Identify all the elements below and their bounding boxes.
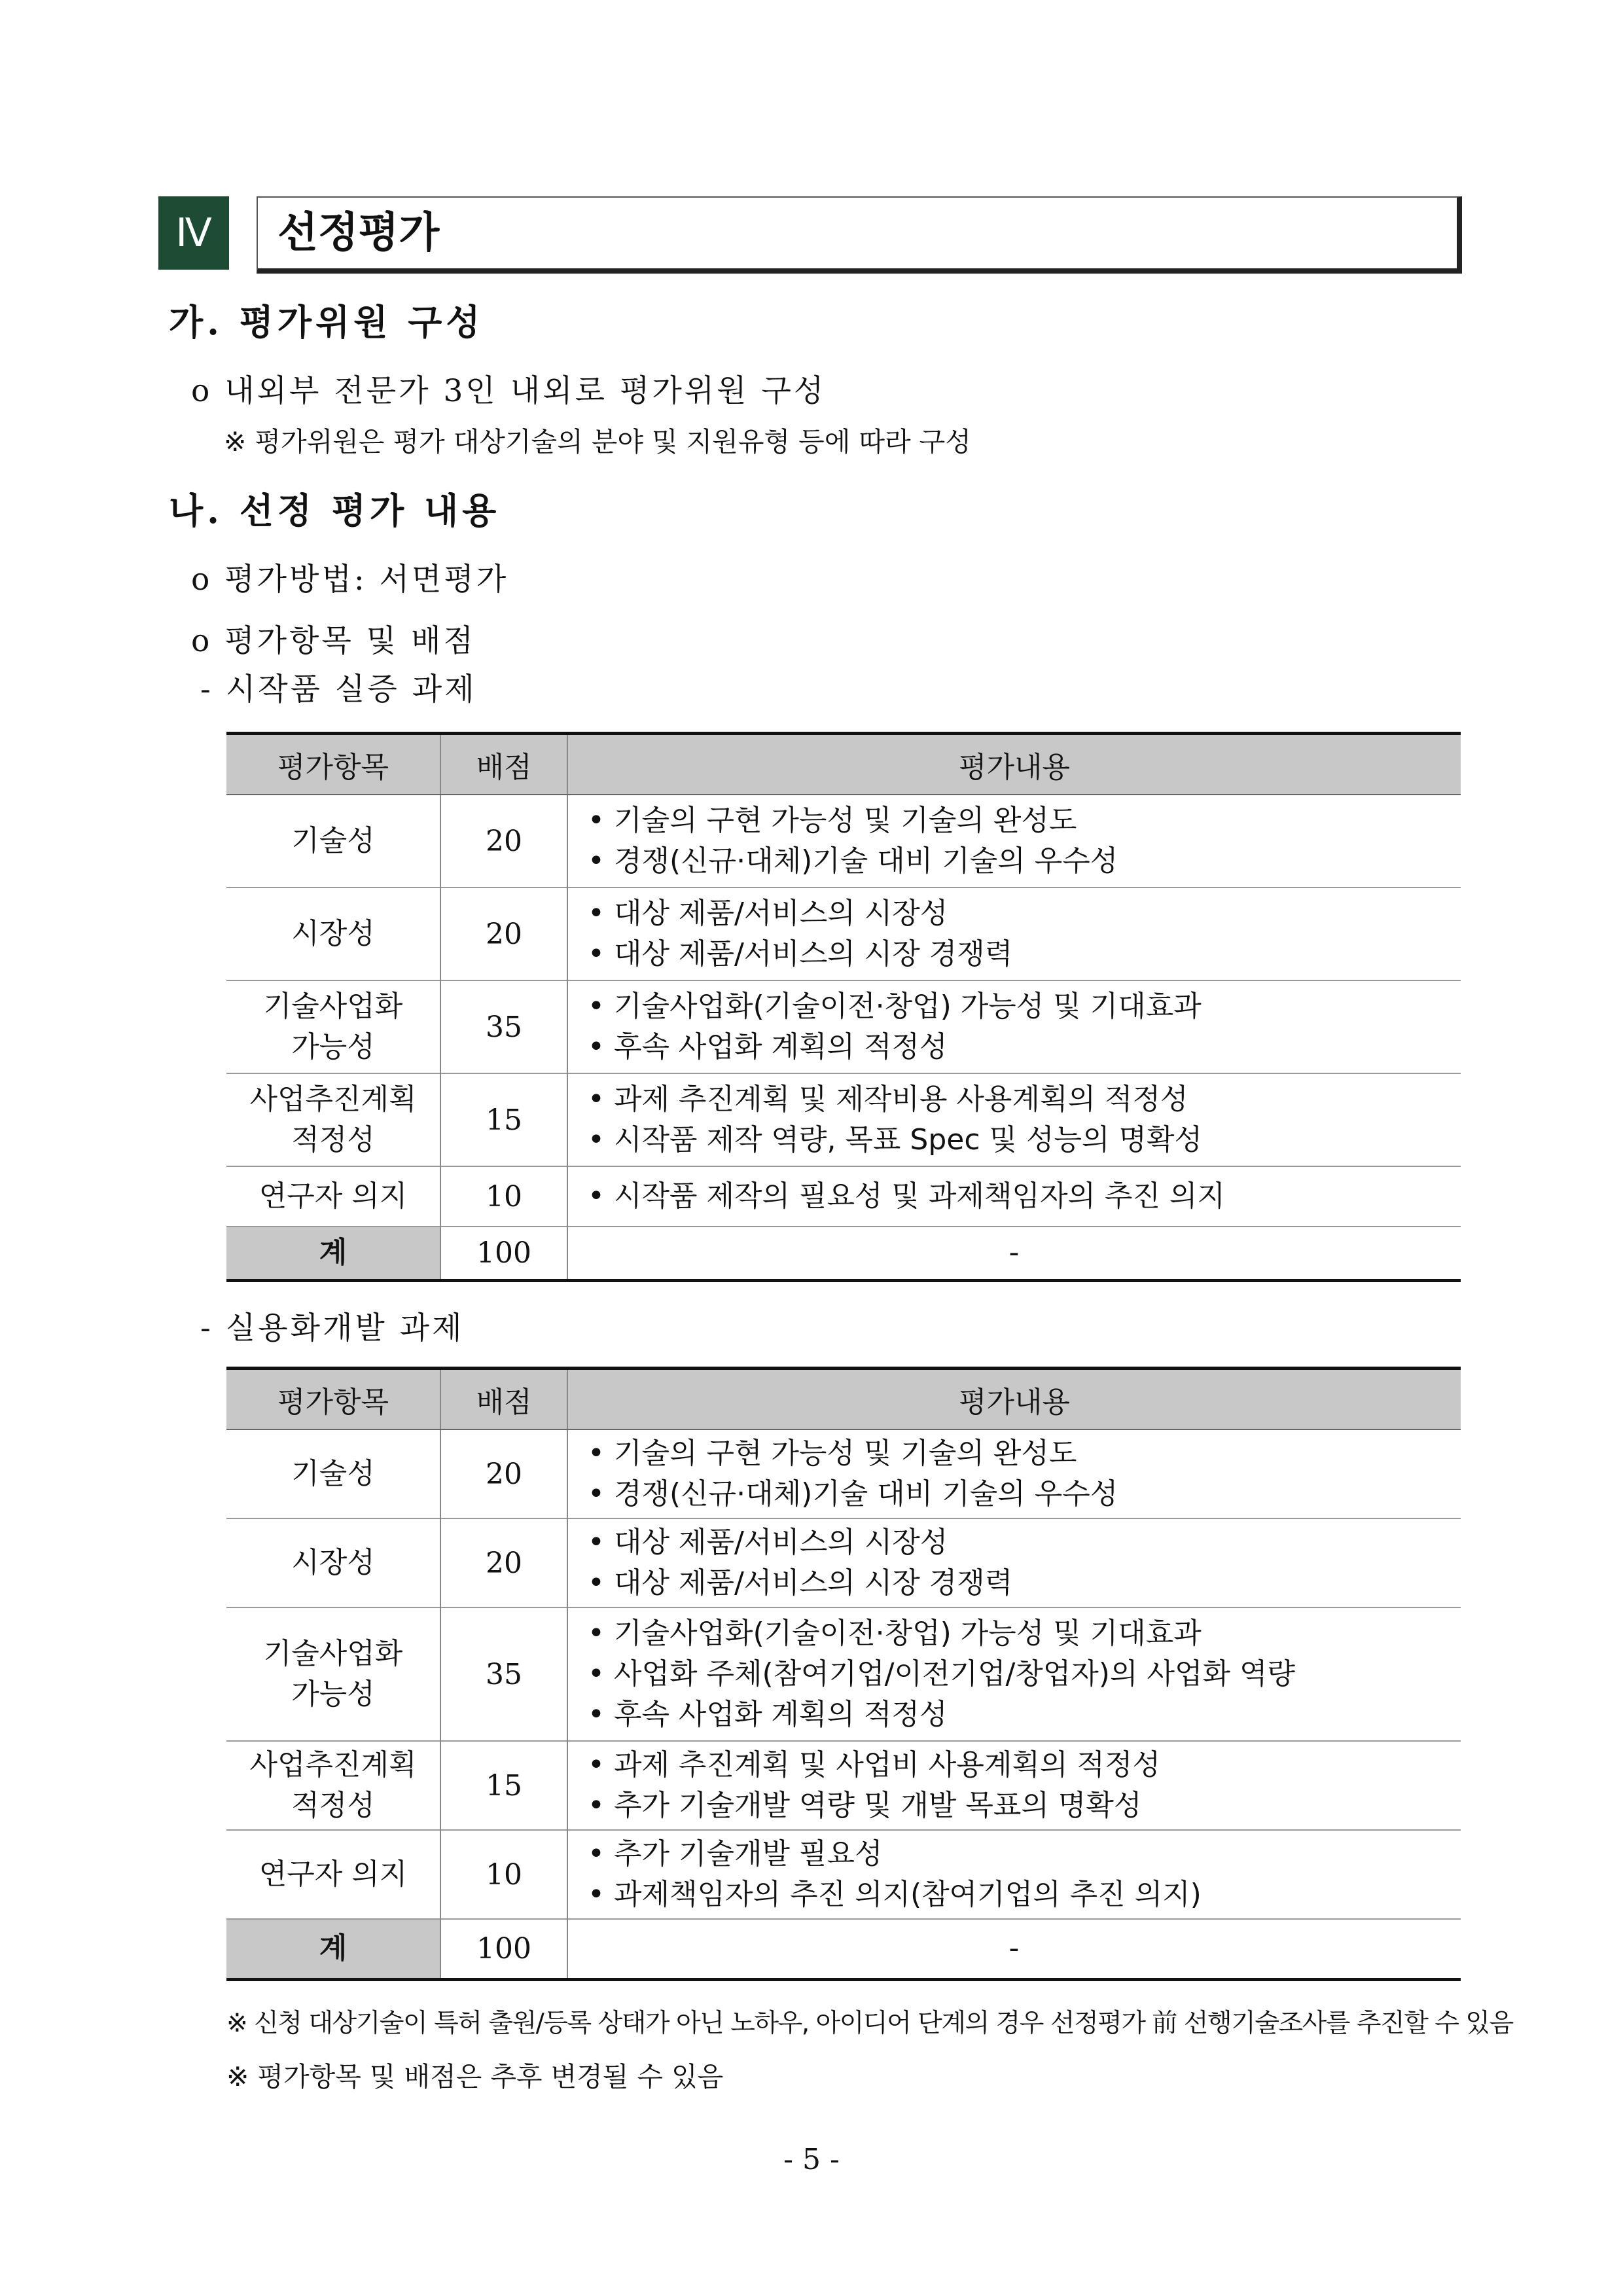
section-number: Ⅳ bbox=[158, 196, 229, 270]
cell-content: • 기술사업화(기술이전·창업) 가능성 및 기대효과 • 사업화 주체(참여기업/이전기업/창업자)의 사업화 역량 • 후속 사업화 계획의 적정성 bbox=[567, 1607, 1461, 1741]
cell-score: 10 bbox=[440, 1166, 567, 1227]
cell-score: 20 bbox=[440, 1518, 567, 1607]
cell-total-label: 계 bbox=[226, 1919, 440, 1979]
header-content: 평가내용 bbox=[567, 1369, 1461, 1430]
table-row bbox=[226, 980, 1461, 1073]
subheading-prototype: - 시작품 실증 과제 bbox=[200, 672, 477, 708]
footnote-prior-art: ※ 신청 대상기술이 특허 출원/등록 상태가 아닌 노하우, 아이디어 단계의 경우 선정평가 前 선행기술조사를 추진할 수 있음 bbox=[226, 2009, 1513, 2038]
cell-content: • 기술의 구현 가능성 및 기술의 완성도 • 경쟁(신규·대체)기술 대비 기술의 우수성 bbox=[567, 795, 1461, 888]
cell-score: 20 bbox=[440, 888, 567, 980]
table-row bbox=[226, 888, 1461, 980]
cell-content: • 기술의 구현 가능성 및 기술의 완성도 • 경쟁(신규·대체)기술 대비 기술의 우수성 bbox=[567, 1429, 1461, 1518]
table-row-total bbox=[226, 1227, 1461, 1280]
evaluation-table-commercialization bbox=[226, 1367, 1461, 1981]
footnote-changes: ※ 평가항목 및 배점은 추후 변경될 수 있음 bbox=[226, 2061, 724, 2092]
table-row bbox=[226, 1518, 1461, 1607]
table-row bbox=[226, 1073, 1461, 1166]
cell-total-content: - bbox=[567, 1919, 1461, 1979]
cell-content: • 기술사업화(기술이전·창업) 가능성 및 기대효과 • 후속 사업화 계획의 적정성 bbox=[567, 980, 1461, 1073]
cell-item: 기술성 bbox=[226, 795, 440, 888]
cell-content: • 대상 제품/서비스의 시장성 • 대상 제품/서비스의 시장 경쟁력 bbox=[567, 1518, 1461, 1607]
cell-total-content: - bbox=[567, 1227, 1461, 1280]
heading-a: 가. 평가위원 구성 bbox=[169, 301, 484, 343]
cell-score: 35 bbox=[440, 1607, 567, 1741]
bullet-method: o 평가방법: 서면평가 bbox=[191, 562, 509, 598]
table-row bbox=[226, 1166, 1461, 1227]
note-evaluators: ※ 평가위원은 평가 대상기술의 분야 및 지원유형 등에 따라 구성 bbox=[224, 426, 971, 457]
cell-item: 기술사업화 가능성 bbox=[226, 1607, 440, 1741]
cell-score: 20 bbox=[440, 1429, 567, 1518]
cell-item: 기술사업화 가능성 bbox=[226, 980, 440, 1073]
subheading-commercialization: - 실용화개발 과제 bbox=[200, 1310, 465, 1346]
cell-total-score: 100 bbox=[440, 1919, 567, 1979]
page-number: - 5 - bbox=[783, 2143, 840, 2176]
table-row bbox=[226, 1607, 1461, 1741]
cell-item: 사업추진계획 적정성 bbox=[226, 1741, 440, 1830]
cell-content: • 대상 제품/서비스의 시장성 • 대상 제품/서비스의 시장 경쟁력 bbox=[567, 888, 1461, 980]
section-title: 선정평가 bbox=[277, 209, 440, 257]
header-item: 평가항목 bbox=[226, 1369, 440, 1430]
cell-total-label: 계 bbox=[226, 1227, 440, 1280]
cell-score: 20 bbox=[440, 795, 567, 888]
cell-item: 기술성 bbox=[226, 1429, 440, 1518]
heading-b: 나. 선정 평가 내용 bbox=[169, 490, 501, 531]
table-row bbox=[226, 1830, 1461, 1919]
cell-item: 시장성 bbox=[226, 888, 440, 980]
cell-content: • 추가 기술개발 필요성 • 과제책임자의 추진 의지(참여기업의 추진 의지) bbox=[567, 1830, 1461, 1919]
cell-content: • 과제 추진계획 및 사업비 사용계획의 적정성 • 추가 기술개발 역량 및 개발 목표의 명확성 bbox=[567, 1741, 1461, 1830]
table-row bbox=[226, 795, 1461, 888]
cell-score: 15 bbox=[440, 1073, 567, 1166]
cell-content: • 과제 추진계획 및 제작비용 사용계획의 적정성 • 시작품 제작 역량, 목표 Spec 및 성능의 명확성 bbox=[567, 1073, 1461, 1166]
table-row bbox=[226, 1429, 1461, 1518]
header-content: 평가내용 bbox=[567, 734, 1461, 795]
cell-score: 15 bbox=[440, 1741, 567, 1830]
bullet-items: o 평가항목 및 배점 bbox=[191, 623, 476, 659]
cell-item: 연구자 의지 bbox=[226, 1830, 440, 1919]
bullet-evaluators: o 내외부 전문가 3인 내외로 평가위원 구성 bbox=[191, 373, 827, 409]
cell-score: 10 bbox=[440, 1830, 567, 1919]
header-score: 배점 bbox=[440, 1369, 567, 1430]
cell-item: 시장성 bbox=[226, 1518, 440, 1607]
section-title-box bbox=[257, 196, 1462, 274]
table-row-total bbox=[226, 1919, 1461, 1979]
cell-score: 35 bbox=[440, 980, 567, 1073]
evaluation-table-prototype bbox=[226, 732, 1461, 1282]
header-score: 배점 bbox=[440, 734, 567, 795]
cell-item: 사업추진계획 적정성 bbox=[226, 1073, 440, 1166]
cell-item: 연구자 의지 bbox=[226, 1166, 440, 1227]
cell-content: • 시작품 제작의 필요성 및 과제책임자의 추진 의지 bbox=[567, 1166, 1461, 1227]
table-row bbox=[226, 1741, 1461, 1830]
cell-total-score: 100 bbox=[440, 1227, 567, 1280]
header-item: 평가항목 bbox=[226, 734, 440, 795]
